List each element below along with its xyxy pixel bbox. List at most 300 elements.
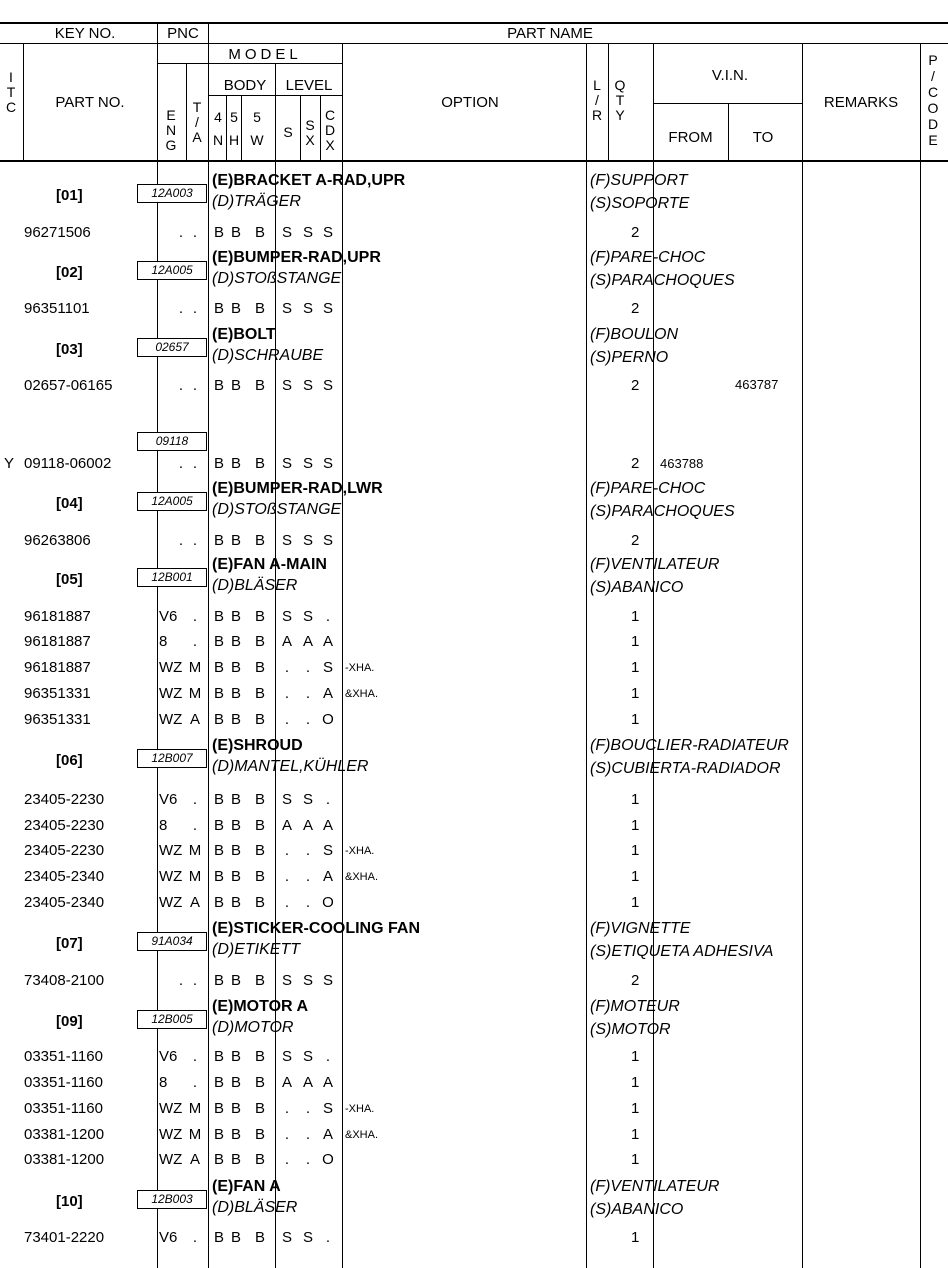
level-sx: . — [305, 842, 311, 859]
header-eng: E N G — [165, 107, 177, 153]
part-number: 03381-1200 — [24, 1126, 105, 1143]
level-sx: S — [302, 377, 313, 394]
part-number: 96181887 — [24, 659, 91, 676]
col-line-l1 — [300, 95, 301, 161]
part-number: 23405-2230 — [24, 842, 105, 859]
body-4n: B — [214, 972, 225, 989]
quantity: 2 — [631, 532, 640, 549]
body-5w: B — [255, 1229, 266, 1246]
body-5h: B — [231, 711, 242, 728]
ta-code: M — [188, 685, 202, 702]
part-number: 96181887 — [24, 608, 91, 625]
eng-code: . — [178, 224, 183, 241]
quantity: 1 — [631, 1151, 640, 1168]
ta-code: A — [189, 711, 200, 728]
level-s: S — [281, 608, 292, 625]
body-5w: B — [255, 894, 266, 911]
quantity: 1 — [631, 894, 640, 911]
header-vin: V.I.N. — [711, 67, 749, 84]
ta-code: M — [188, 1100, 202, 1117]
part-name-es: (S)ABANICO — [590, 579, 684, 596]
level-sx: . — [305, 1100, 311, 1117]
level-cdx: A — [322, 1126, 333, 1143]
body-5h: B — [231, 1100, 242, 1117]
body-4n: B — [214, 377, 225, 394]
col-line-pcode — [920, 43, 921, 1268]
body-4n: B — [214, 633, 225, 650]
eng-code: WZ — [159, 1126, 183, 1143]
body-5h: B — [231, 455, 242, 472]
level-sx: . — [305, 659, 311, 676]
level-cdx: O — [322, 1151, 334, 1168]
part-name-en: (E)STICKER-COOLING FAN — [212, 920, 420, 937]
part-name-es: (S)ABANICO — [590, 1201, 684, 1218]
part-name-es: (S)PARACHOQUES — [590, 503, 735, 520]
level-cdx: O — [322, 711, 334, 728]
level-sx: S — [302, 1229, 313, 1246]
part-number: 09118-06002 — [24, 455, 112, 472]
header-bottom-rule — [0, 160, 948, 162]
level-sx: S — [302, 608, 313, 625]
body-5h: B — [231, 659, 242, 676]
header-level-s: S — [283, 124, 293, 140]
col-line-b2 — [241, 95, 242, 161]
body-4n: B — [214, 1151, 225, 1168]
part-number: 96181887 — [24, 633, 91, 650]
part-name-en: (E)BOLT — [212, 326, 276, 343]
col-line-l2 — [320, 95, 321, 161]
level-s: S — [281, 1229, 292, 1246]
header-level-cdx: C D X — [324, 107, 336, 153]
body-5w: B — [255, 224, 266, 241]
part-name-en: (E)MOTOR A — [212, 998, 308, 1015]
level-cdx: S — [322, 532, 333, 549]
body-5w: B — [255, 1100, 266, 1117]
key-no: [02] — [56, 264, 83, 281]
col-line-option — [342, 43, 343, 1268]
header-from: FROM — [668, 129, 713, 146]
eng-code: . — [178, 455, 183, 472]
level-s: A — [281, 817, 292, 834]
ta-code: . — [192, 1048, 198, 1065]
part-name-de: (D)TRÄGER — [212, 193, 301, 210]
body-5h: B — [231, 817, 242, 834]
level-sx: . — [305, 868, 311, 885]
header-key-no: KEY NO. — [54, 25, 116, 42]
body-5h: B — [231, 1048, 242, 1065]
level-cdx: A — [322, 685, 333, 702]
option-code: &XHA. — [345, 688, 379, 700]
body-5w: B — [255, 1151, 266, 1168]
body-5w: B — [255, 532, 266, 549]
body-5w: B — [255, 608, 266, 625]
body-4n: B — [214, 224, 225, 241]
level-s: A — [281, 1074, 292, 1091]
col-line-itc — [23, 43, 24, 161]
level-cdx: . — [325, 608, 331, 625]
body-4n: B — [214, 685, 225, 702]
part-name-es: (S)SOPORTE — [590, 195, 690, 212]
header-body-5h: 5 H — [228, 109, 240, 148]
header-part-name: PART NAME — [507, 25, 593, 42]
body-5h: B — [231, 868, 242, 885]
level-s: . — [284, 711, 290, 728]
header-itc: I T C — [5, 69, 17, 115]
quantity: 1 — [631, 868, 640, 885]
key-no: [09] — [56, 1013, 83, 1030]
part-number: 03381-1200 — [24, 1151, 105, 1168]
key-no: [03] — [56, 341, 83, 358]
part-number: 96351331 — [24, 711, 91, 728]
eng-code: WZ — [159, 842, 183, 859]
quantity: 2 — [631, 972, 640, 989]
body-4n: B — [214, 532, 225, 549]
part-name-de: (D)MOTOR — [212, 1019, 294, 1036]
ta-code: A — [189, 1151, 200, 1168]
level-sx: S — [302, 1048, 313, 1065]
body-5h: B — [231, 633, 242, 650]
level-cdx: . — [325, 1048, 331, 1065]
eng-code: V6 — [159, 1048, 178, 1065]
part-name-en: (E)SHROUD — [212, 737, 303, 754]
quantity: 1 — [631, 633, 640, 650]
col-line-pnc — [208, 22, 209, 1268]
eng-code: . — [178, 300, 183, 317]
level-cdx: S — [322, 455, 333, 472]
pnc-box: 12B005 — [137, 1010, 207, 1029]
body-5w: B — [255, 633, 266, 650]
body-5h: B — [231, 224, 242, 241]
level-cdx: S — [322, 972, 333, 989]
part-name-de: (D)STOßSTANGE — [212, 270, 342, 287]
header-ta: T / A — [192, 99, 202, 145]
part-name-es: (S)PARACHOQUES — [590, 272, 735, 289]
body-5w: B — [255, 817, 266, 834]
eng-code: 8 — [159, 817, 168, 834]
body-4n: B — [214, 455, 225, 472]
level-s: S — [281, 224, 292, 241]
body-5h: B — [231, 1074, 242, 1091]
level-cdx: S — [322, 1100, 333, 1117]
header-rule-body — [157, 63, 343, 64]
body-4n: B — [214, 842, 225, 859]
part-number: 23405-2340 — [24, 868, 105, 885]
option-code: &XHA. — [345, 871, 379, 883]
part-name-de: (D)MANTEL,KÜHLER — [212, 758, 369, 775]
body-4n: B — [214, 868, 225, 885]
pnc-box: 12B007 — [137, 749, 207, 768]
eng-code: WZ — [159, 685, 183, 702]
col-line-lr — [586, 43, 587, 1268]
level-s: . — [284, 842, 290, 859]
ta-code: . — [192, 377, 198, 394]
level-sx: S — [302, 224, 313, 241]
pnc-box: 02657 — [137, 338, 207, 357]
level-sx: . — [305, 894, 311, 911]
key-no: [06] — [56, 752, 83, 769]
quantity: 1 — [631, 1229, 640, 1246]
level-sx: A — [302, 633, 313, 650]
eng-code: V6 — [159, 608, 178, 625]
part-number: 03351-1160 — [24, 1100, 103, 1117]
vin-to: 463787 — [735, 377, 779, 392]
body-4n: B — [214, 894, 225, 911]
level-cdx: A — [322, 817, 333, 834]
level-s: . — [284, 868, 290, 885]
ta-code: . — [192, 791, 198, 808]
ta-code: . — [192, 455, 198, 472]
level-s: S — [281, 791, 292, 808]
ta-code: . — [192, 633, 198, 650]
level-sx: S — [302, 455, 313, 472]
quantity: 1 — [631, 685, 640, 702]
body-5w: B — [255, 300, 266, 317]
body-4n: B — [214, 659, 225, 676]
header-pcode: P / C O D E — [927, 52, 939, 148]
pnc-box: 09118 — [137, 432, 207, 451]
header-top-rule — [0, 22, 948, 24]
ta-code: M — [188, 659, 202, 676]
quantity: 1 — [631, 1100, 640, 1117]
ta-code: . — [192, 1229, 198, 1246]
level-s: . — [284, 1151, 290, 1168]
part-name-de: (D)BLÄSER — [212, 577, 298, 594]
level-cdx: A — [322, 868, 333, 885]
part-name-fr: (F)VIGNETTE — [590, 920, 691, 937]
part-name-fr: (F)MOTEUR — [590, 998, 680, 1015]
ta-code: M — [188, 1126, 202, 1143]
level-cdx: . — [325, 791, 331, 808]
level-s: . — [284, 1126, 290, 1143]
level-cdx: S — [322, 224, 333, 241]
part-name-de: (D)ETIKETT — [212, 941, 300, 958]
header-remarks: REMARKS — [823, 94, 899, 111]
quantity: 1 — [631, 817, 640, 834]
header-body-4n: 4 N — [212, 109, 224, 148]
body-5w: B — [255, 868, 266, 885]
part-name-de: (D)STOßSTANGE — [212, 501, 342, 518]
level-sx: S — [302, 972, 313, 989]
key-no: [07] — [56, 935, 83, 952]
level-s: A — [281, 633, 292, 650]
quantity: 1 — [631, 1048, 640, 1065]
eng-code: WZ — [159, 894, 183, 911]
body-5h: B — [231, 791, 242, 808]
body-4n: B — [214, 1074, 225, 1091]
eng-code: WZ — [159, 711, 183, 728]
part-name-de: (D)BLÄSER — [212, 1199, 298, 1216]
body-4n: B — [214, 791, 225, 808]
part-name-en: (E)BUMPER-RAD,UPR — [212, 249, 381, 266]
pnc-box: 91A034 — [137, 932, 207, 951]
header-lr: L / R — [591, 77, 603, 123]
body-5w: B — [255, 455, 266, 472]
level-cdx: S — [322, 842, 333, 859]
body-5h: B — [231, 377, 242, 394]
ta-code: . — [192, 608, 198, 625]
part-number: 23405-2340 — [24, 894, 105, 911]
eng-code: WZ — [159, 659, 183, 676]
quantity: 2 — [631, 224, 640, 241]
col-line-qty — [608, 43, 609, 161]
body-4n: B — [214, 1048, 225, 1065]
header-option: OPTION — [441, 94, 499, 111]
eng-code: WZ — [159, 1100, 183, 1117]
col-line-from — [728, 103, 729, 161]
pnc-box: 12A005 — [137, 492, 207, 511]
pnc-box: 12B003 — [137, 1190, 207, 1209]
itc-flag: Y — [4, 455, 15, 472]
option-code: &XHA. — [345, 1129, 379, 1141]
body-5w: B — [255, 377, 266, 394]
header-to: TO — [752, 129, 774, 146]
part-name-fr: (F)VENTILATEUR — [590, 556, 720, 573]
key-no: [10] — [56, 1193, 83, 1210]
ta-code: M — [188, 842, 202, 859]
quantity: 2 — [631, 300, 640, 317]
level-cdx: S — [322, 377, 333, 394]
part-number: 96351331 — [24, 685, 91, 702]
level-s: . — [284, 1100, 290, 1117]
eng-code: . — [178, 377, 183, 394]
part-number: 96263806 — [24, 532, 91, 549]
part-name-en: (E)BUMPER-RAD,LWR — [212, 480, 383, 497]
level-sx: . — [305, 711, 311, 728]
level-cdx: A — [322, 1074, 333, 1091]
part-name-fr: (F)BOULON — [590, 326, 678, 343]
body-5h: B — [231, 1229, 242, 1246]
option-code: -XHA. — [345, 662, 375, 674]
part-name-en: (E)BRACKET A-RAD,UPR — [212, 172, 406, 189]
eng-code: 8 — [159, 633, 168, 650]
body-5w: B — [255, 791, 266, 808]
col-line-remarks — [802, 43, 803, 1268]
col-line-body — [275, 63, 276, 1268]
level-s: S — [281, 377, 292, 394]
eng-code: V6 — [159, 1229, 178, 1246]
eng-code: V6 — [159, 791, 178, 808]
level-sx: A — [302, 817, 313, 834]
body-5h: B — [231, 685, 242, 702]
quantity: 1 — [631, 608, 640, 625]
level-cdx: . — [325, 1229, 331, 1246]
ta-code: A — [189, 894, 200, 911]
part-number: 03351-1160 — [24, 1074, 103, 1091]
ta-code: . — [192, 300, 198, 317]
level-sx: S — [302, 532, 313, 549]
body-5w: B — [255, 1048, 266, 1065]
part-number: 96351101 — [24, 300, 90, 317]
body-5h: B — [231, 608, 242, 625]
part-name-fr: (F)BOUCLIER-RADIATEUR — [590, 737, 789, 754]
part-name-de: (D)SCHRAUBE — [212, 347, 324, 364]
part-name-fr: (F)VENTILATEUR — [590, 1178, 720, 1195]
body-5w: B — [255, 842, 266, 859]
level-s: . — [284, 659, 290, 676]
level-s: . — [284, 685, 290, 702]
body-5h: B — [231, 972, 242, 989]
header-part-no: PART NO. — [55, 94, 125, 111]
header-pnc: PNC — [167, 25, 199, 42]
part-name-es: (S)MOTOR — [590, 1021, 671, 1038]
level-sx: . — [305, 1126, 311, 1143]
part-name-fr: (F)PARE-CHOC — [590, 249, 706, 266]
ta-code: . — [192, 817, 198, 834]
part-number: 96271506 — [24, 224, 91, 241]
level-sx: S — [302, 300, 313, 317]
part-name-es: (S)CUBIERTA-RADIADOR — [590, 760, 781, 777]
body-4n: B — [214, 817, 225, 834]
level-s: . — [284, 894, 290, 911]
level-cdx: S — [322, 659, 333, 676]
key-no: [05] — [56, 571, 83, 588]
pnc-box: 12A003 — [137, 184, 207, 203]
col-line-eng — [186, 63, 187, 161]
vin-from: 463788 — [660, 456, 704, 471]
level-s: S — [281, 972, 292, 989]
level-sx: S — [302, 791, 313, 808]
level-cdx: A — [322, 633, 333, 650]
level-s: S — [281, 300, 292, 317]
body-4n: B — [214, 1229, 225, 1246]
level-sx: . — [305, 1151, 311, 1168]
body-4n: B — [214, 608, 225, 625]
part-name-en: (E)FAN A-MAIN — [212, 556, 327, 573]
body-5w: B — [255, 1126, 266, 1143]
header-body: BODY — [223, 77, 267, 94]
ta-code: . — [192, 972, 198, 989]
level-s: S — [281, 455, 292, 472]
header-rule-1 — [0, 43, 948, 44]
part-name-en: (E)FAN A — [212, 1178, 281, 1195]
eng-code: WZ — [159, 1151, 183, 1168]
level-sx: . — [305, 685, 311, 702]
key-no: [01] — [56, 187, 83, 204]
header-qty: Q T Y — [614, 77, 626, 123]
part-number: 73401-2220 — [24, 1229, 105, 1246]
level-cdx: O — [322, 894, 334, 911]
part-number: 23405-2230 — [24, 791, 105, 808]
header-level-sx: S X — [305, 117, 315, 148]
level-sx: A — [302, 1074, 313, 1091]
key-no: [04] — [56, 495, 83, 512]
quantity: 2 — [631, 455, 640, 472]
body-5h: B — [231, 894, 242, 911]
quantity: 1 — [631, 1126, 640, 1143]
pnc-box: 12B001 — [137, 568, 207, 587]
body-5h: B — [231, 532, 242, 549]
part-name-es: (S)PERNO — [590, 349, 669, 366]
quantity: 1 — [631, 711, 640, 728]
body-4n: B — [214, 300, 225, 317]
body-5w: B — [255, 711, 266, 728]
body-5w: B — [255, 972, 266, 989]
level-s: S — [281, 532, 292, 549]
body-5h: B — [231, 300, 242, 317]
ta-code: M — [188, 868, 202, 885]
quantity: 1 — [631, 659, 640, 676]
ta-code: . — [192, 532, 198, 549]
part-number: 73408-2100 — [24, 972, 105, 989]
body-5w: B — [255, 1074, 266, 1091]
header-model: MODEL — [228, 46, 302, 63]
part-number: 02657-06165 — [24, 377, 113, 394]
body-5h: B — [231, 1151, 242, 1168]
eng-code: . — [178, 532, 183, 549]
quantity: 1 — [631, 791, 640, 808]
part-name-fr: (F)SUPPORT — [590, 172, 688, 189]
quantity: 1 — [631, 1074, 640, 1091]
